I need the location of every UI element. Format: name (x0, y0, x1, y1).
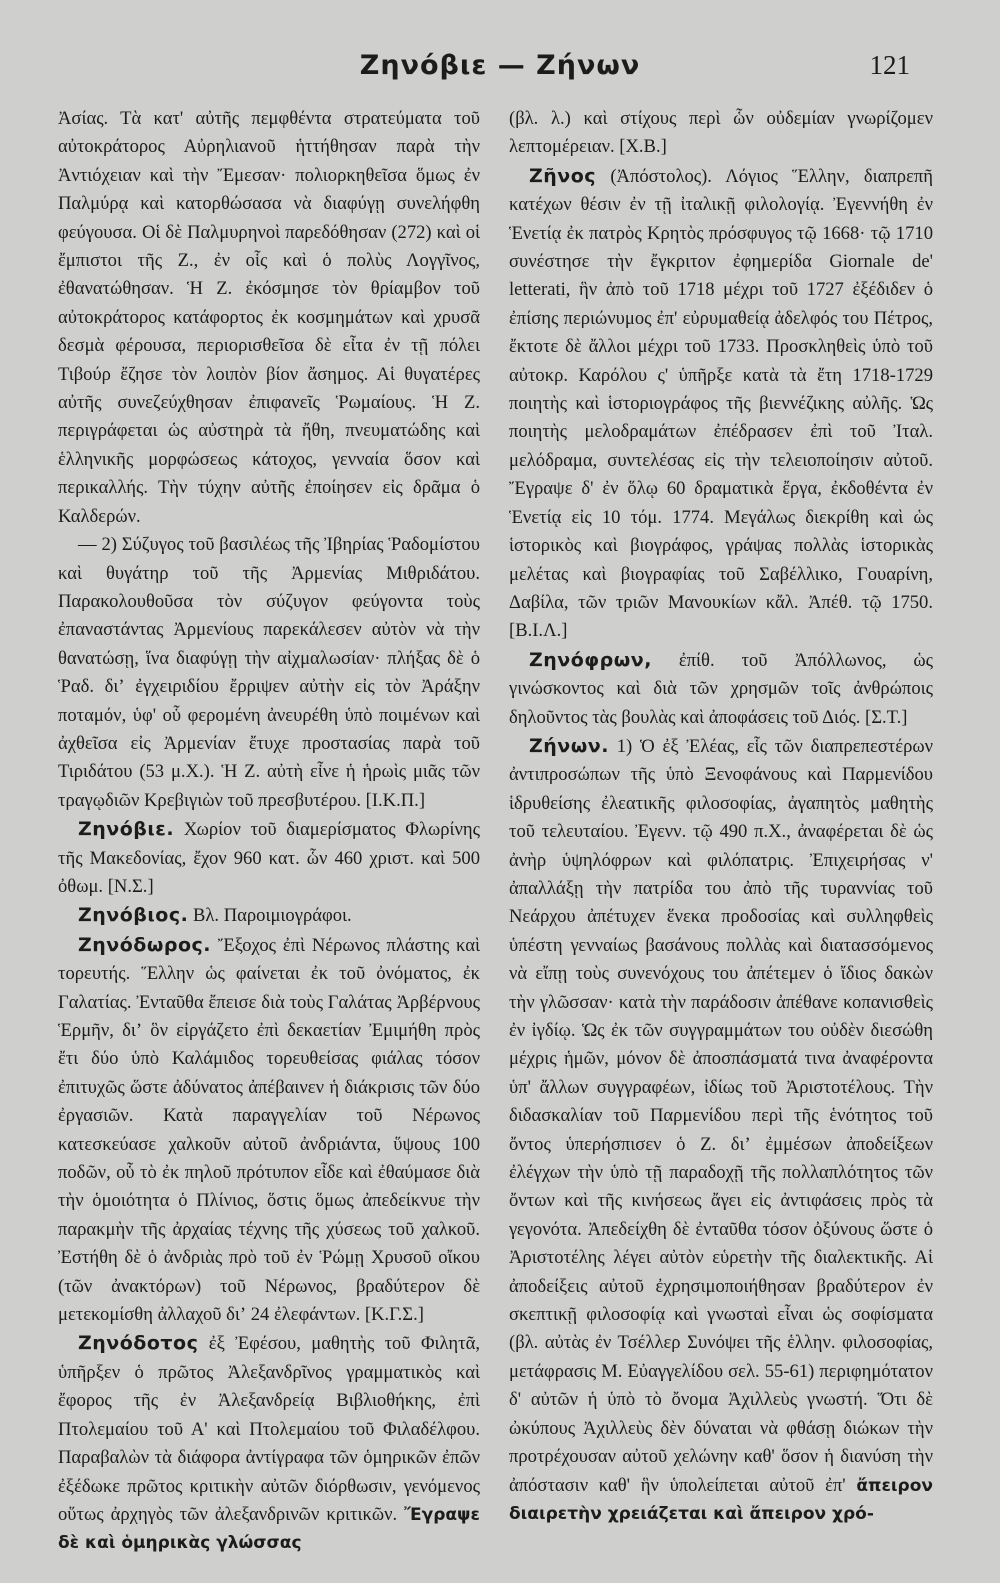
headword: Ζηνόδοτος (78, 1332, 199, 1355)
left-column (58, 105, 480, 1558)
entry-zenodotos (58, 1329, 480, 1557)
entry-text: Χωρίον τοῦ διαμερίσματος Φλωρίνης τῆς Μακεδονίας, ἔχον 960 κατ. ὧν 460 χριστ. καὶ 500 ὀθωμ. [Ν.Σ.] (58, 819, 480, 897)
entry-zenodoros (58, 931, 480, 1330)
entry-text-bold: ἄπειρον διαιρετὴν χρειάζεται καὶ ἄπειρον χρό- (509, 1475, 933, 1524)
entry-subsense: — 2) Σύζυγος τοῦ βασιλέως τῆς Ἰβηρίας Ῥαδομίστου καὶ θυγάτηρ τοῦ τῆς Ἀρμενίας Μιθριδάτου. Παρακολουθοῦσα τὸν σύζυγον φεύγοντα τοὺς ἐπαναστάντας Ἀρμενίους παρεκάλεσεν αὐτὸν νὰ τὴν θανατώσῃ, ἵνα διαφύγῃ τὴν αἰχμαλωσίαν· πλήξας δὲ ὁ Ῥαδ. διʼ ἐγχειριδίου ἔρριψεν αὐτὴν εἰς τὸν Ἀράξην ποταμόν, ὑφ' οὗ φερομένη ἀνευρέθη ὑπὸ ποιμένων καὶ ἀχθεῖσα εἰς Ἀρμενίαν ἔτυχε προστασίας παρὰ τοῦ Τιριδάτου (53 μ.Χ.). Ἡ Ζ. αὐτὴ εἶνε ἡ ἡρωὶς μιᾶς τῶν τραγῳδιῶν Κρεβιγιὼν τοῦ πρεσβυτέρου. [Ι.Κ.Π.] (58, 534, 480, 811)
entry-text: Ἔξοχος ἐπὶ Νέρωνος πλάστης καὶ τορευτής. Ἕλλην ὡς φαίνεται ἐκ τοῦ ὀνόματος, ἐκ Γαλατίας. Ἐνταῦθα ἔπεισε διὰ τοὺς Γαλάτας Ἀρβέρνους Ἑρμῆν, διʼ ὃν εἰργάζετο ἐπὶ δεκαετίαν Ἐμιμήθη πρὸς ἔτι δύο ὑπὸ Καλάμιδος τορευθείσας φιάλας τόσον ἐπιτυχῶς ὥστε ἀδύνατος ἀπέβαινεν ἡ διάκρισις τῶν δύο ἐργασιῶν. Κατὰ παραγγελίαν τοῦ Νέρωνος κατεσκεύασε χαλκοῦν αὐτοῦ ἀνδριάντα, ὕψους 100 ποδῶν, οὗ τὸ ἐκ πηλοῦ πρότυπον εἶδε καὶ ἐθαύμασε διὰ τὴν ὁμοιότητα ὁ Πλίνιος, ὅστις ὅμως ἀπεδείκνυε τὴν παρακμὴν τῆς ἀρχαίας τέχνης τῆς χύσεως τοῦ χαλκοῦ. Ἐστήθη δὲ ὁ ἀνδριὰς πρὸ τοῦ ἐν Ῥώμῃ Χρυσοῦ οἴκου (τῶν ἀνακτόρων) τοῦ Νέρωνος, βραδύτερον δὲ μετεκομίσθη ἀλλαχοῦ διʼ 24 ἐλεφάντων. [Κ.Γ.Σ.] (58, 934, 480, 1326)
entry-text: (Ἀπόστολος). Λόγιος Ἕλλην, διαπρεπῆ κατέχων θέσιν ἐν τῇ ἰταλικῇ φιλολογίᾳ. Ἐγεννήθη ἐν Ἑνετίᾳ ἐκ πατρὸς Κρητὸς πρόσφυγος τῷ 1668· τῷ 1710 συνέστησε τὴν ἔγκριτον ἐφημερίδα Giornale de' letterati, ἣν ἀπὸ τοῦ 1718 μέχρι τοῦ 1727 ἐξέδιδεν ὁ ἐπίσης περιώνυμος ἐπ' εὐρυμαθείᾳ ἀδελφός του Πέτρος, ἔκτοτε δὲ ἄλλοι μέχρι τοῦ 1733. Προσκληθεὶς ὑπὸ τοῦ αὐτοκρ. Καρόλου ς' ὑπῆρξε κατὰ τὰ ἔτη 1718-1729 ποιητὴς καὶ ἱστοριογράφος τῆς βιεννέζικης αὐλῆς. Ὡς ποιητὴς μελοδραμάτων ἐπέδρασεν ἐπὶ τοῦ Ἰταλ. μελόδραμα, συντελέσας εἰς τὴν τελειοποίησιν αὐτοῦ. Ἔγραψε δ' ἐν ὅλῳ 60 δραματικὰ ἔργα, ἐκδοθέντα ἐν Ἑνετίᾳ εἰς 10 τόμ. 1774. Μεγάλως διεκρίθη καὶ ὡς ἱστορικὸς καὶ βιογράφος, γράψας πολλὰς ἱστορικὰς μελέτας καὶ βιογραφίας τοῦ Σαβέλλικο, Γουαρίνη, Δαβίλα, τῶν τριῶν Μανουκίων κἄλ. Ἀπέθ. τῷ 1750. [Β.Ι.Λ.] (509, 165, 933, 642)
entry-zenobie (58, 815, 480, 901)
headword: Ζηνόφρων, (529, 648, 652, 671)
headword: Ζηνόβιε. (78, 818, 175, 841)
headword: Ζηνόβιος. (78, 904, 189, 927)
headword: Ζηνόδωρος. (78, 933, 211, 956)
entry-zenos (509, 162, 933, 646)
entry-text: Βλ. Παροιμιογράφοι. (193, 905, 352, 927)
headword: Ζῆνος (529, 164, 597, 187)
entry-text: ἐπίθ. τοῦ Ἀπόλλωνος, ὡς γινώσκοντος καὶ διὰ τῶν χρησμῶν τοῖς ἀνθρώποις δηλοῦντος τὰς βουλὰς καὶ ἀποφάσεις τοῦ Διός. [Σ.Τ.] (509, 649, 933, 728)
headword: Ζήνων. (529, 734, 609, 757)
entry-text: 1) Ὁ ἐξ Ἐλέας, εἷς τῶν διαπρεπεστέρων ἀντιπροσώπων τῆς ὑπὸ Ξενοφάνους καὶ Παρμενίδου ἱδρυθείσης ἐλεατικῆς φιλοσοφίας, ἀγαπητὸς μαθητὴς τοῦ τελευταίου. Ἐγενν. τῷ 490 π.Χ., ἀναφέρεται δὲ ὡς ἀνὴρ ὑψηλόφρων καὶ φιλόπατρις. Ἐπιχειρήσας ν' ἀπαλλάξῃ τὴν πατρίδα του ἀπὸ τῆς τυραννίας τοῦ Νεάρχου ἀπέτυχεν ἕνεκα προδοσίας καὶ συλληφθεὶς ὑπέστη γενναίως βασάνους πολλὰς καὶ διατασσόμενος νὰ εἴπῃ τοὺς συνενόχους του ἀπέτεμεν ὁ ἴδιος δακὼν τὴν γλῶσσαν· κατὰ τὴν παράδοσιν ἀπέθανε κοπανισθεὶς ἐν ἰγδίῳ. Ὡς ἐκ τῶν συγγραμμάτων του οὐδὲν διεσώθη μέχρις ἡμῶν, μόνον δὲ ἀποσπάσματά τινα ἀναφέροντα ὑπ' ἄλλων συγγραφέων, ἰδίως τοῦ Ἀριστοτέλους. Τὴν διδασκαλίαν τοῦ Παρμενίδου περὶ τῆς ἑνότητος τοῦ ὄντος ὑπερήσπισεν ὁ Ζ. διʼ ἐμμέσων ἀποδείξεων ἐλέγχων τὴν ὑπὸ τῇ παραδοχῇ τῆς πολλαπλότητος τῶν ὄντων καὶ τῆς κινήσεως ἄγει εἰς ἀντιφάσεις πρὸς τὰ γεγονότα. Ἀπεδείχθη δὲ ἐνταῦθα τόσον ὀξύνους ὥστε ὁ Ἀριστοτέλης λέγει αὐτὸν εὑρετὴν τῆς διαλεκτικῆς. Αἱ ἀποδείξεις αὐτοῦ ἐχρησιμοποιήθησαν βραδύτερον ἐν σκεπτικῇ φιλοσοφίᾳ καὶ γνωσταὶ εἶναι ὡς σοφίσματα (βλ. αὐτὰς ἐν Τσέλλερ Συνόψει τῆς ἑλλην. φιλοσοφίας, μετάφρασις Μ. Εὐαγγελίδου σελ. 55-61) περιφημότατον δ' αὐτῶν ἡ ὑπὸ τὸ ὄνομα Ἀχιλλεὺς γνωστή. Ὅτι δὲ ὠκύπους Ἀχιλλεὺς δὲν δύναται νὰ φθάσῃ διώκων τὴν προτρέχουσαν αὐτοῦ χελώνην καθ' ὅσον ἡ διανύση τὴν ἀπόστασιν καθ' ἣν ὑπολείπεται αὐτοῦ ἐπ' (509, 735, 933, 1496)
page-number: 121 (869, 50, 910, 80)
entry-zenobios (58, 901, 480, 930)
entry-text-bold: Ἔγραψε δὲ καὶ ὁμηρικὰς γλώσσας (58, 1504, 480, 1554)
entry-zenon (509, 732, 933, 1528)
entry-continuation: (βλ. λ.) καὶ στίχους περὶ ὧν οὐδεμίαν γνωρίζομεν λεπτομέρειαν. [Χ.Β.] (509, 108, 933, 158)
entry-zenophron (509, 646, 933, 732)
running-head (0, 50, 1000, 90)
entry-text: ἐξ Ἐφέσου, μαθητὴς τοῦ Φιλητᾶ, ὑπῆρξεν ὁ πρῶτος Ἀλεξανδρῖνος γραμματικὸς καὶ ἔφορος τῆς ἐν Ἀλεξανδρείᾳ Βιβλιοθήκης, ἐπὶ Πτολεμαίου τοῦ Α' καὶ Πτολεμαίου τοῦ Φιλαδέλφου. Παραβαλὼν τὰ διάφορα ἀντίγραφα τῶν ὁμηρικῶν ἐπῶν ἐξέδωκε πρῶτος κριτικὴν αὐτῶν διόρθωσιν, γενόμενος οὕτως ἀρχηγὸς τῶν ἀλεξανδρινῶν κριτικῶν. (58, 1333, 480, 1525)
entry-continuation: Ἀσίας. Τὰ κατ' αὐτῆς πεμφθέντα στρατεύματα τοῦ αὐτοκράτορος Αὐρηλιανοῦ ἡττήθησαν παρὰ τὴν Ἀντιόχειαν καὶ τὴν Ἔμεσαν· πολιορκηθεῖσα ὅμως ἐν Παλμύρᾳ καὶ κατορθώσασα νὰ διαφύγῃ συνελήφθη φεύγουσα. Οἱ δὲ Παλμυρηνοὶ παρεδόθησαν (272) καὶ οἱ ἔμπιστοι τῆς Ζ., ἐν οἷς καὶ ὁ πολὺς Λογγῖνος, ἐθανατώθησαν. Ἡ Ζ. ἐκόσμησε τὸν θρίαμβον τοῦ αὐτοκράτορος κατάφορτος ἐκ κοσμημάτων καὶ χρυσᾶ δεσμὰ φέρουσα, περιορισθεῖσα δὲ εἶτα ἐν τῇ πόλει Τιβούρ ἔζησε τὸν λοιπὸν βίον ἄσημος. Αἱ θυγατέρες αὐτῆς συνεζεύχθησαν ἐπιφανεῖς Ῥωμαίους. Ἡ Ζ. περιγράφεται ὡς αὐστηρὰ τὰ ἤθη, πνευματώδης καὶ ἑλληνικῆς μορφώσεως κάτοχος, γενναία ὅσον καὶ περικαλλής. Τὴν τύχην αὐτῆς ἐποίησεν εἰς δρᾶμα ὁ Καλδερών. (58, 108, 480, 527)
right-column (509, 105, 933, 1528)
running-head-title: Ζηνόβιε — Ζήνων (359, 50, 641, 81)
